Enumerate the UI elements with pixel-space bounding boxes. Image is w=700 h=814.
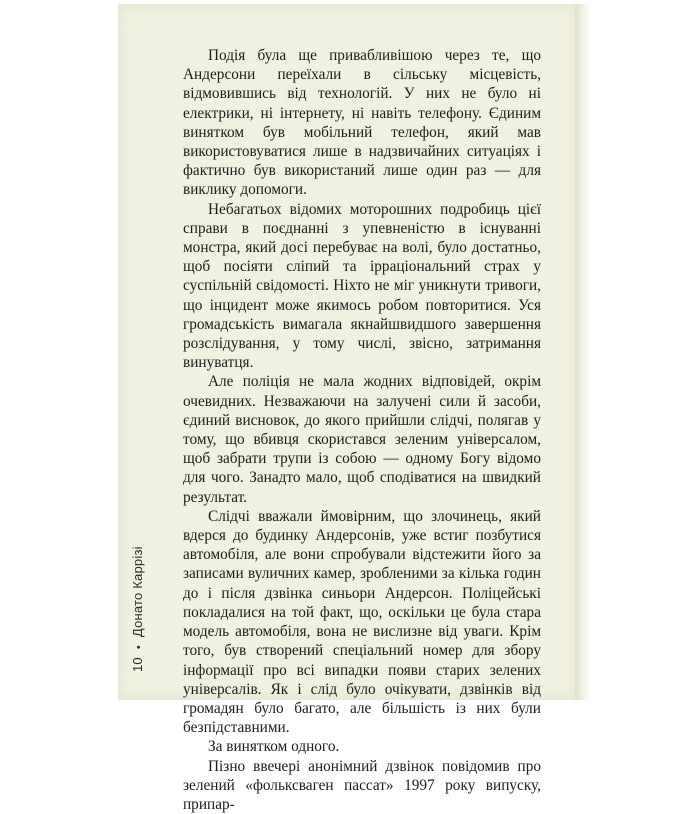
running-author: Донато Каррізі — [130, 546, 145, 638]
body-text — [183, 46, 541, 814]
paragraph: За винятком одного. — [208, 738, 340, 756]
page-edge — [575, 4, 591, 700]
footer-separator: • — [133, 645, 145, 650]
page-number: 10 — [130, 657, 145, 672]
paragraph: Але поліція не мала жодних відповідей, окрім очевидних. Незважаючи на залучені сили й засоби, єдиний висновок, до якого прийшли слідчі, полягав у тому, що вбивця скористався зеленим універсалом, щоб забрати трупи із собою — одному Богу відомо для чого. Занадто мало, щоб сподіватися на швидкий результат. — [183, 373, 541, 506]
paragraph: Слідчі вважали ймовірним, що злочинець, який вдерся до будинку Андерсонів, уже встиг позбутися автомобіля, але вони спробували відстежити його за записами вуличних камер, зробленими за кілька годин до і після дзвінка синьори Андерсон. Поліцейські покладалися на той факт, що, оскільки це була стара модель автомобіля, вона не вислизне від уваги. Крім того, був створений спеціальний номер для збору інформації про всі випадки появи старих зелених універсалів. Як і слід було очікувати, дзвінків від громадян було багато, але більшість із них були безпідставними. — [183, 507, 541, 737]
paragraph: Небагатьох відомих моторошних подробиць цієї справи в поєднанні з упевненістю в існуванні монстра, який досі перебуває на волі, було достатньо, щоб посіяти сліпий та ірраціональний страх у суспільній свідомості. Ніхто не міг уникнути тривоги, що інцидент може якимось робом повторитися. Уся громадськість вимагала якнайшвидшого завершення розслідування, у тому числі, звісно, затримання винуватця. — [183, 200, 541, 372]
paragraph: Пізно ввечері анонімний дзвінок повідомив про зелений «фольксваген пассат» 1997 року випуску, припар- — [183, 757, 541, 813]
paragraph: Подія була ще привабливішою через те, що Андерсони переїхали в сільську місцевість, відмовившись від технологій. У них не було ні електрики, ні інтернету, ні навіть телефону. Єдиним винятком був мобільний телефон, який мав використовуватися лише в надзвичайних ситуаціях і фактично був використаний лише один раз — для виклику допомоги. — [183, 47, 541, 199]
page-footer — [130, 546, 145, 672]
